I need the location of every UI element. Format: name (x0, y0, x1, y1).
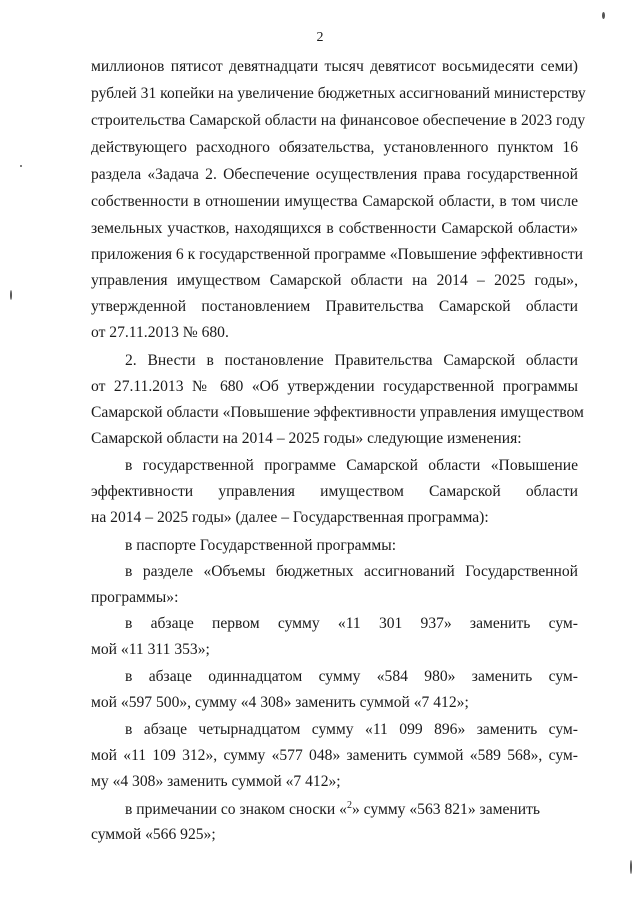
text-line: от 27.11.2013 № 680. (91, 324, 229, 341)
text-line: утвержденной постановлением Правительства Самарской области (91, 298, 578, 315)
text-line: му «4 308» заменить суммой «7 412»; (91, 773, 341, 790)
text-line: миллионов пятисот девятнадцати тысяч девятисот восьмидесяти семи) (91, 58, 578, 75)
text-line: Самарской области «Повышение эффективности управления имуществом (91, 404, 584, 421)
scan-speck (20, 165, 22, 167)
footnote-sentence: в примечании со знаком сноски «$^2$» сумму «563 821» заменить (125, 800, 541, 819)
text-line: раздела «Задача 2. Обеспечение осуществления права государственной (91, 166, 578, 183)
text-line: собственности в отношении имущества Самарской области, в том числе (91, 193, 578, 210)
text-line: Самарской области на 2014 – 2025 годы» следующие изменения: (91, 430, 522, 447)
paragraph-start: в абзаце первом сумму «11 301 937» заменить сум- (125, 615, 578, 632)
page-number: 2 (316, 30, 324, 45)
paragraph-start: в абзаце одиннадцатом сумму «584 980» заменить сум- (125, 668, 578, 685)
paragraph-start (125, 800, 578, 819)
paragraph-start: в государственной программе Самарской области «Повышение (125, 457, 578, 474)
text-line: действующего расходного обязательства, установленного пунктом 16 (91, 139, 578, 156)
text-line: рублей 31 копейки на увеличение бюджетных ассигнований министерству (91, 85, 586, 102)
scan-speck (602, 12, 605, 19)
text-line: мой «11 311 353»; (91, 641, 210, 658)
text-line: строительства Самарской области на финансовое обеспечение в 2023 году (91, 112, 586, 129)
paragraph-start: в абзаце четырнадцатом сумму «11 099 896» заменить сум- (125, 721, 578, 738)
text-line: управления имуществом Самарской области на 2014 – 2025 годы», (91, 272, 578, 289)
text-line: суммой «566 925»; (91, 826, 216, 843)
scan-speck (630, 860, 632, 874)
text-line: программы»: (91, 589, 179, 606)
footnote-mark: 2 (346, 800, 352, 811)
text-line: мой «11 109 312», сумму «577 048» заменить суммой «589 568», сум- (91, 747, 578, 764)
text-line: эффективности управления имуществом Самарской области (91, 483, 578, 500)
paragraph-start: в разделе «Объемы бюджетных ассигнований Государственной (125, 563, 578, 580)
scan-speck (10, 290, 12, 300)
text-line: на 2014 – 2025 годы» (далее – Государственная программа): (91, 509, 489, 526)
paragraph-start: в паспорте Государственной программы: (125, 537, 397, 554)
text-line: приложения 6 к государственной программе «Повышение эффективности (91, 246, 584, 263)
text-line: от 27.11.2013 № 680 «Об утверждении государственной программы (91, 378, 578, 395)
text-line: мой «597 500», сумму «4 308» заменить суммой «7 412»; (91, 694, 469, 711)
paragraph-start: 2. Внести в постановление Правительства Самарской области (125, 352, 578, 369)
text-line: земельных участков, находящихся в собственности Самарской области» (91, 220, 578, 237)
